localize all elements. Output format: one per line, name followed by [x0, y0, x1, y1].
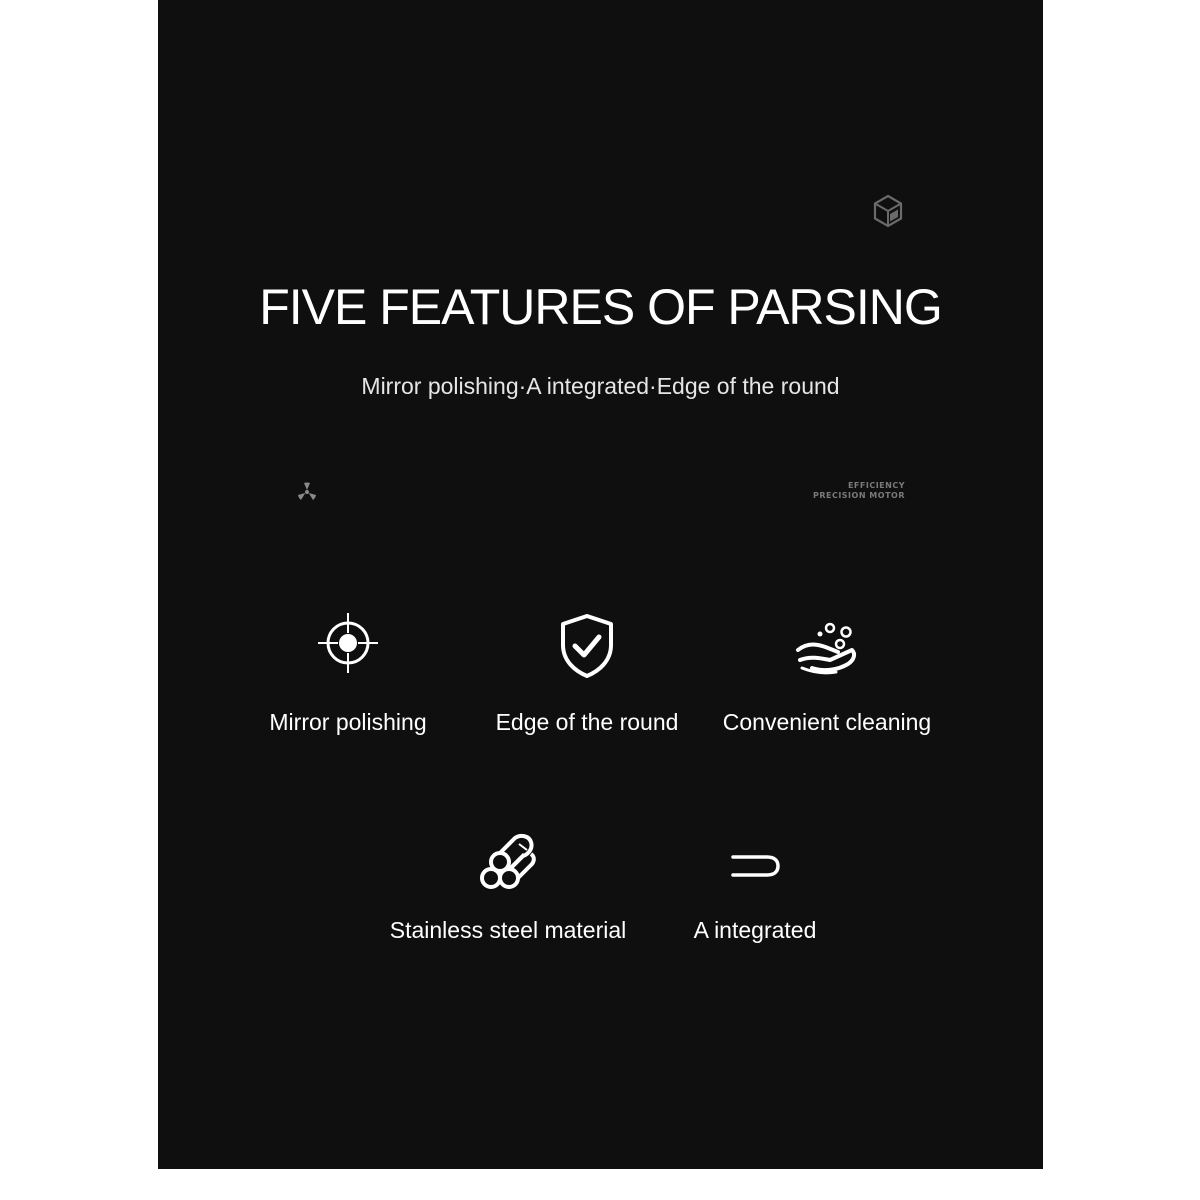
feature-a-integrated — [615, 850, 895, 943]
page-subtitle: Mirror polishing·A integrated·Edge of the round — [361, 373, 840, 399]
feature-label: A integrated — [693, 917, 817, 943]
feature-label: Edge of the round — [495, 709, 679, 735]
feature-edge-of-round — [447, 613, 727, 735]
efficiency-tag-line2: PRECISION MOTOR — [812, 491, 905, 500]
feature-convenient-cleaning — [687, 620, 967, 735]
fan-blades-icon — [295, 479, 319, 503]
feature-mirror-polishing — [208, 611, 488, 735]
feature-label: Mirror polishing — [269, 709, 427, 735]
feature-stainless-steel — [368, 830, 648, 943]
shield-check-icon — [559, 613, 615, 679]
feature-label: Stainless steel material — [389, 917, 627, 943]
page-title: FIVE FEATURES OF PARSING — [259, 279, 942, 335]
crosshair-icon — [316, 611, 380, 675]
integrated-edge-icon — [729, 850, 781, 882]
efficiency-tag — [813, 481, 905, 501]
steel-pipes-icon — [477, 830, 539, 892]
hand-bubbles-icon — [794, 620, 860, 676]
feature-panel — [158, 0, 1043, 1169]
cube-logo-icon — [870, 193, 906, 229]
feature-label: Convenient cleaning — [722, 709, 932, 735]
efficiency-tag-line1: EFFICIENCY — [847, 481, 905, 490]
